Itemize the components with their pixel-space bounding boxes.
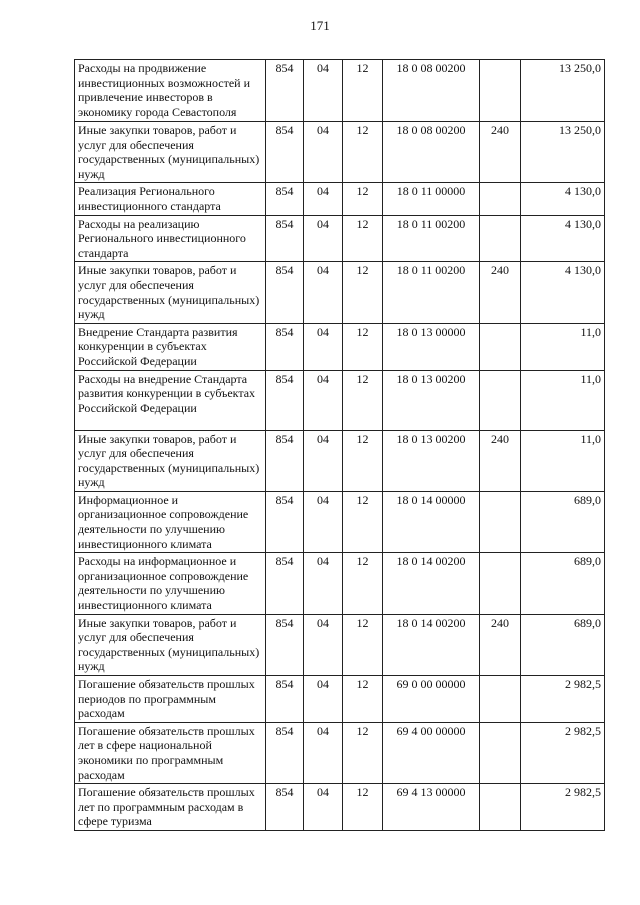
subsection-code: 12 bbox=[343, 215, 383, 262]
ministry-code: 854 bbox=[266, 323, 304, 370]
expense-name: Расходы на продвижение инвестиционных возможностей и привлечение инвесторов в экономику города Севастополя bbox=[75, 60, 266, 122]
amount: 689,0 bbox=[521, 614, 605, 675]
expense-name: Информационное и организационное сопровождение деятельности по улучшению инвестиционного климата bbox=[75, 491, 266, 552]
amount: 11,0 bbox=[521, 430, 605, 491]
expense-kind-code: 240 bbox=[480, 262, 521, 323]
subsection-code: 12 bbox=[343, 262, 383, 323]
section-code: 04 bbox=[304, 784, 343, 831]
table-row bbox=[75, 722, 605, 783]
page-number: 171 bbox=[310, 18, 330, 33]
target-article-code: 18 0 08 00200 bbox=[383, 60, 480, 122]
target-article-code: 18 0 14 00000 bbox=[383, 491, 480, 552]
expense-name: Иные закупки товаров, работ и услуг для обеспечения государственных (муниципальных) нужд bbox=[75, 430, 266, 491]
section-code: 04 bbox=[304, 370, 343, 430]
expense-name: Иные закупки товаров, работ и услуг для обеспечения государственных (муниципальных) нужд bbox=[75, 614, 266, 675]
ministry-code: 854 bbox=[266, 722, 304, 783]
ministry-code: 854 bbox=[266, 430, 304, 491]
ministry-code: 854 bbox=[266, 676, 304, 723]
expense-name: Расходы на реализацию Регионального инвестиционного стандарта bbox=[75, 215, 266, 262]
ministry-code: 854 bbox=[266, 553, 304, 614]
table-row bbox=[75, 553, 605, 614]
table-row bbox=[75, 183, 605, 215]
section-code: 04 bbox=[304, 215, 343, 262]
amount: 4 130,0 bbox=[521, 215, 605, 262]
target-article-code: 69 0 00 00000 bbox=[383, 676, 480, 723]
expense-kind-code bbox=[480, 370, 521, 430]
subsection-code: 12 bbox=[343, 553, 383, 614]
ministry-code: 854 bbox=[266, 215, 304, 262]
table-row bbox=[75, 215, 605, 262]
subsection-code: 12 bbox=[343, 491, 383, 552]
amount: 13 250,0 bbox=[521, 60, 605, 122]
subsection-code: 12 bbox=[343, 183, 383, 215]
table-row bbox=[75, 614, 605, 675]
section-code: 04 bbox=[304, 60, 343, 122]
expense-name: Внедрение Стандарта развития конкуренции в субъектах Российской Федерации bbox=[75, 323, 266, 370]
section-code: 04 bbox=[304, 614, 343, 675]
subsection-code: 12 bbox=[343, 122, 383, 183]
target-article-code: 18 0 14 00200 bbox=[383, 614, 480, 675]
ministry-code: 854 bbox=[266, 491, 304, 552]
amount: 4 130,0 bbox=[521, 262, 605, 323]
section-code: 04 bbox=[304, 323, 343, 370]
section-code: 04 bbox=[304, 676, 343, 723]
amount: 2 982,5 bbox=[521, 722, 605, 783]
ministry-code: 854 bbox=[266, 183, 304, 215]
amount: 689,0 bbox=[521, 491, 605, 552]
subsection-code: 12 bbox=[343, 676, 383, 723]
target-article-code: 18 0 11 00200 bbox=[383, 262, 480, 323]
ministry-code: 854 bbox=[266, 262, 304, 323]
target-article-code: 69 4 00 00000 bbox=[383, 722, 480, 783]
expense-kind-code bbox=[480, 553, 521, 614]
table-row bbox=[75, 262, 605, 323]
target-article-code: 18 0 11 00200 bbox=[383, 215, 480, 262]
target-article-code: 18 0 08 00200 bbox=[383, 122, 480, 183]
expense-name: Расходы на информационное и организационное сопровождение деятельности по улучшению инвестиционного климата bbox=[75, 553, 266, 614]
ministry-code: 854 bbox=[266, 122, 304, 183]
expense-kind-code bbox=[480, 60, 521, 122]
amount: 689,0 bbox=[521, 553, 605, 614]
subsection-code: 12 bbox=[343, 60, 383, 122]
table-row bbox=[75, 370, 605, 430]
expense-kind-code bbox=[480, 323, 521, 370]
budget-table bbox=[74, 59, 605, 831]
table-row bbox=[75, 784, 605, 831]
ministry-code: 854 bbox=[266, 784, 304, 831]
expense-name: Иные закупки товаров, работ и услуг для обеспечения государственных (муниципальных) нужд bbox=[75, 262, 266, 323]
subsection-code: 12 bbox=[343, 784, 383, 831]
amount: 13 250,0 bbox=[521, 122, 605, 183]
section-code: 04 bbox=[304, 491, 343, 552]
expense-kind-code: 240 bbox=[480, 122, 521, 183]
expense-kind-code bbox=[480, 183, 521, 215]
expense-name: Погашение обязательств прошлых периодов по программным расходам bbox=[75, 676, 266, 723]
target-article-code: 69 4 13 00000 bbox=[383, 784, 480, 831]
subsection-code: 12 bbox=[343, 323, 383, 370]
section-code: 04 bbox=[304, 183, 343, 215]
subsection-code: 12 bbox=[343, 430, 383, 491]
expense-kind-code bbox=[480, 491, 521, 552]
target-article-code: 18 0 13 00200 bbox=[383, 430, 480, 491]
expense-name: Расходы на внедрение Стандарта развития конкуренции в субъектах Российской Федерации bbox=[75, 370, 266, 430]
table-row bbox=[75, 676, 605, 723]
budget-table-body bbox=[75, 60, 605, 831]
target-article-code: 18 0 13 00200 bbox=[383, 370, 480, 430]
amount: 11,0 bbox=[521, 370, 605, 430]
amount: 2 982,5 bbox=[521, 784, 605, 831]
expense-kind-code bbox=[480, 676, 521, 723]
subsection-code: 12 bbox=[343, 614, 383, 675]
expense-kind-code: 240 bbox=[480, 614, 521, 675]
amount: 4 130,0 bbox=[521, 183, 605, 215]
section-code: 04 bbox=[304, 553, 343, 614]
ministry-code: 854 bbox=[266, 60, 304, 122]
expense-kind-code bbox=[480, 215, 521, 262]
table-row bbox=[75, 323, 605, 370]
table-row bbox=[75, 122, 605, 183]
expense-name: Погашение обязательств прошлых лет в сфере национальной экономики по программным расходам bbox=[75, 722, 266, 783]
target-article-code: 18 0 13 00000 bbox=[383, 323, 480, 370]
section-code: 04 bbox=[304, 722, 343, 783]
expense-kind-code: 240 bbox=[480, 430, 521, 491]
subsection-code: 12 bbox=[343, 722, 383, 783]
table-row bbox=[75, 491, 605, 552]
expense-kind-code bbox=[480, 722, 521, 783]
ministry-code: 854 bbox=[266, 614, 304, 675]
table-row bbox=[75, 430, 605, 491]
section-code: 04 bbox=[304, 430, 343, 491]
expense-name: Иные закупки товаров, работ и услуг для обеспечения государственных (муниципальных) нужд bbox=[75, 122, 266, 183]
amount: 11,0 bbox=[521, 323, 605, 370]
section-code: 04 bbox=[304, 122, 343, 183]
expense-kind-code bbox=[480, 784, 521, 831]
expense-name: Погашение обязательств прошлых лет по программным расходам в сфере туризма bbox=[75, 784, 266, 831]
table-row bbox=[75, 60, 605, 122]
expense-name: Реализация Регионального инвестиционного стандарта bbox=[75, 183, 266, 215]
target-article-code: 18 0 11 00000 bbox=[383, 183, 480, 215]
amount: 2 982,5 bbox=[521, 676, 605, 723]
subsection-code: 12 bbox=[343, 370, 383, 430]
ministry-code: 854 bbox=[266, 370, 304, 430]
section-code: 04 bbox=[304, 262, 343, 323]
target-article-code: 18 0 14 00200 bbox=[383, 553, 480, 614]
